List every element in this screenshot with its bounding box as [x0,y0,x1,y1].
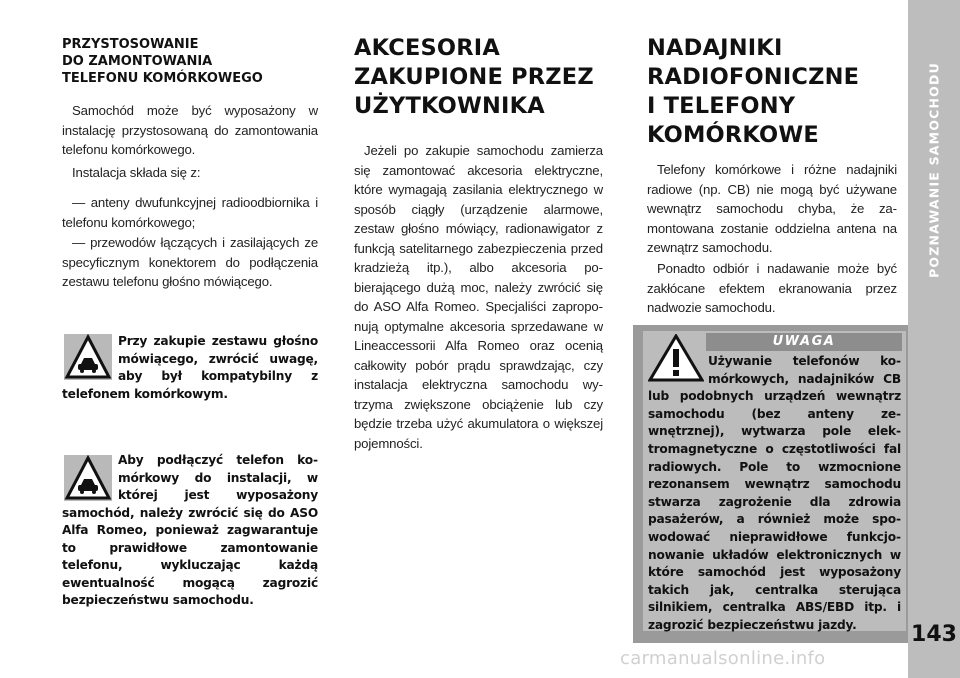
uwaga-label: UWAGA [706,333,902,351]
heading-line: RADIOFONICZNE [647,64,860,90]
uwaga-text-body: Używanie telefonów komórkowych, nadajników CB lub podobnych urządzeń wewnątrz samochodu (bez anteny zewnętrznej), wytwarza pole elektromagnetyczne o częstotliwości fal radiowych. Pole to wzmocnione rezonansem wewnątrz samochodu stwarza zagrożenie dla zdrowia pasażerów, a również może spowodować nieprawidłowe funkcjonowanie układów elektronicznych w które samochód jest wyposażony takich jak, centralka sterująca silnikiem, centralka ABS/EBD itp. i zagrozić bezpieczeństwu jazdy. [648,354,901,632]
warning-text [62,452,318,610]
paragraph: — anteny dwufunkcyjnej radioodbiornika i telefonu komórkowego; [62,195,318,230]
heading-phone-install [62,36,318,87]
paragraph: — przewodów łączących i zasilających ze specyficznym konektorem do podłączenia zestawu telefonu głośno mówiącego. [62,235,318,289]
heading-line: NADAJNIKI [647,35,783,61]
heading-line: ZAKUPIONE PRZEZ [354,64,594,90]
paragraph: Samochód może być wyposażony w instalację przystosowaną do zamontowania telefonu komórkowego. [62,103,318,157]
heading-line: KOMÓRKOWE [647,122,819,148]
chapter-title: POZNAWANIE SAMOCHODU [926,62,942,278]
uwaga-text [648,353,901,635]
warning-text-body: Przy zakupie zestawu głośno mówiącego, zwrócić uwagę, aby był kompatybilny z telefonem komórkowym. [62,334,318,401]
page-number: 143 [911,622,957,647]
paragraph: Jeżeli po zakupie samochodu zamierza się zamontować akcesoria elektryczne, które wymagają zasilania elektrycznego w sposób ciągły (urządzenie alarmowe, zestaw głośno mówiący, radionawigator z funkcją satelitarnego zabezpieczenia przed kradzieżą itp.), albo akcesoria pobierającego dużą moc, należy zwrócić się do ASO Alfa Romeo. Specjaliści zaproponują optymalne akcesoria sprzedawane w Lineaccessorii Alfa Romeo oraz ocenią całkowity pobór prądu sprawdzając, czy instalacja elektryczna samochodu wytrzyma zwiększone obciążenie lub czy będzie trzeba użyć akumulatora o większej pojemności. [354,143,603,451]
warning-text [62,333,318,403]
watermark: carmanualsonline.info [620,648,826,669]
paragraph: Instalacja składa się z: [72,165,201,180]
heading-radio-transmitters [647,34,897,150]
paragraph: Telefony komórkowe i różne nadajniki radiowe (np. CB) nie mogą być używane wewnątrz samochodu chyba, że zamontowana zostanie oddzielna antena na zewnątrz samochodu. [647,162,897,255]
heading-line: UŻYTKOWNIKA [354,93,545,119]
heading-line: DO ZAMONTOWANIA [62,54,213,69]
heading-accessories [354,34,603,121]
heading-line: PRZYSTOSOWANIE [62,37,199,52]
heading-line: I TELEFONY [647,93,796,119]
paragraph: Ponadto odbiór i nadawanie może być zakłócane efektem ekranowania przez nadwozie samochodu. [647,261,897,315]
heading-line: AKCESORIA [354,35,500,61]
heading-line: TELEFONU KOMÓRKOWEGO [62,71,263,86]
warning-text-body: Aby podłączyć telefon komórkowy do instalacji, w której jest wyposażony samochód, należy zwrócić się do ASO Alfa Romeo, ponieważ zagwarantuje to prawidłowe zamontowanie telefonu, wykluczając każdą ewentualność mogącą zagrozić bezpieczeństwu samochodu. [62,453,318,607]
